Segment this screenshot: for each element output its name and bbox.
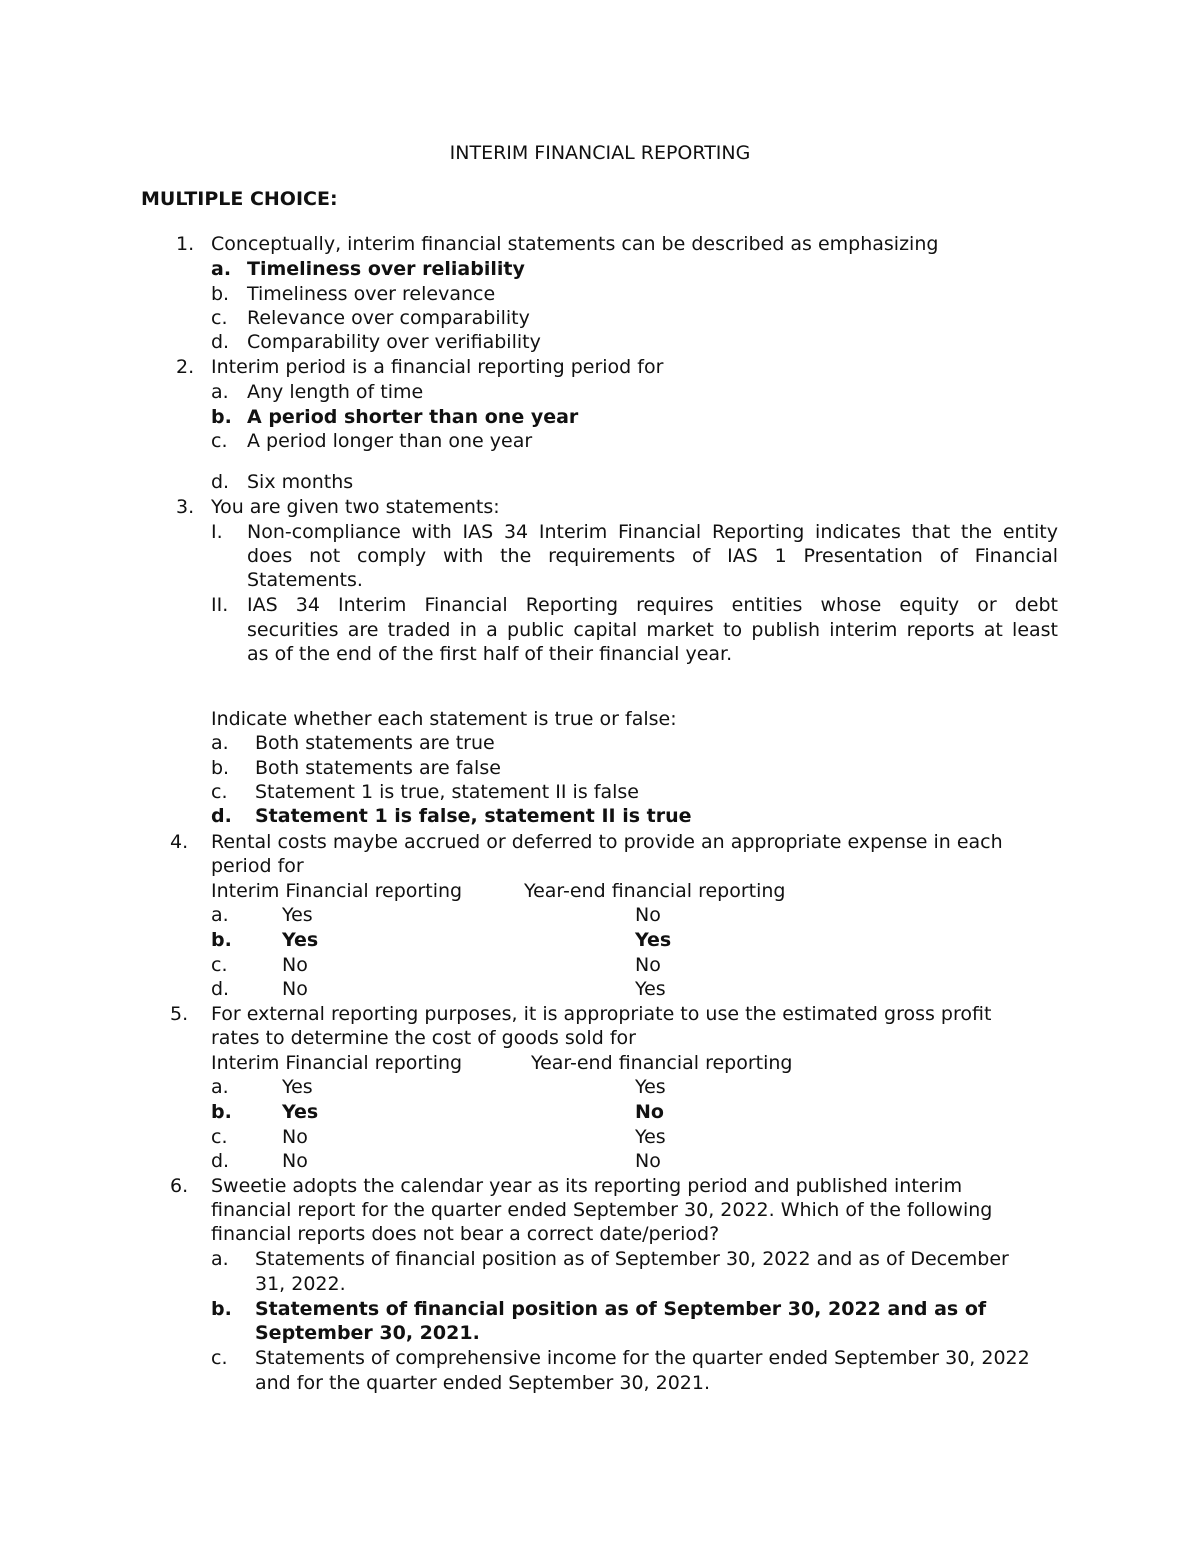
q5-row-b-yearend: No	[635, 1101, 664, 1123]
q4-stem-line: period for	[211, 855, 304, 877]
q3-option-b-letter: b.	[211, 757, 230, 779]
q5-row-d-letter: d.	[211, 1150, 230, 1172]
q6-option-c-letter: c.	[211, 1347, 228, 1369]
q3-statement-2-line: IAS 34 Interim Financial Reporting requires entities whose equity or debt	[247, 594, 1058, 616]
q6-stem-line: financial report for the quarter ended September 30, 2022. Which of the following	[211, 1199, 993, 1221]
q1-option-c-text: Relevance over comparability	[247, 307, 530, 329]
q6-option-a-letter: a.	[211, 1248, 229, 1270]
q1-stem: Conceptually, interim financial statements can be described as emphasizing	[211, 233, 939, 255]
q5-row-c-letter: c.	[211, 1126, 228, 1148]
q6-stem-line: financial reports does not bear a correct date/period?	[211, 1223, 720, 1245]
q4-row-b-yearend: Yes	[635, 929, 672, 951]
q4-row-b-letter: b.	[211, 929, 232, 951]
q5-stem-line: rates to determine the cost of goods sold for	[211, 1027, 636, 1049]
section-heading: MULTIPLE CHOICE:	[141, 188, 338, 210]
q1-option-b-text: Timeliness over relevance	[247, 283, 496, 305]
q3-option-c-text: Statement 1 is true, statement II is false	[255, 781, 639, 803]
q4-row-c-yearend: No	[635, 954, 661, 976]
q1-option-c-letter: c.	[211, 307, 228, 329]
q3-statement-1-line: Statements.	[247, 569, 363, 591]
q4-row-c-letter: c.	[211, 954, 228, 976]
q2-option-d-letter: d.	[211, 471, 230, 493]
q6-option-c-line: Statements of comprehensive income for the quarter ended September 30, 2022	[255, 1347, 1030, 1369]
q1-option-a-text: Timeliness over reliability	[247, 258, 525, 280]
q2-stem: Interim period is a financial reporting period for	[211, 356, 664, 378]
q3-stem: You are given two statements:	[211, 496, 500, 518]
q5-row-c-yearend: Yes	[635, 1126, 666, 1148]
q2-option-b-letter: b.	[211, 406, 232, 428]
q4-row-d-interim: No	[282, 978, 308, 1000]
q3-statement-1-line: does not comply with the requirements of IAS 1 Presentation of Financial	[247, 545, 1058, 567]
q6-option-b-line: September 30, 2021.	[255, 1322, 480, 1344]
q6-option-a-line: Statements of financial position as of September 30, 2022 and as of December	[255, 1248, 1009, 1270]
q3-number: 3.	[176, 496, 195, 518]
q5-row-d-yearend: No	[635, 1150, 661, 1172]
q4-row-b-interim: Yes	[282, 929, 319, 951]
q3-option-c-letter: c.	[211, 781, 228, 803]
q6-option-a-line: 31, 2022.	[255, 1273, 346, 1295]
q2-number: 2.	[176, 356, 195, 378]
q5-column-header-interim: Interim Financial reporting	[211, 1052, 463, 1074]
q3-option-d-letter: d.	[211, 805, 232, 827]
q4-row-a-yearend: No	[635, 904, 661, 926]
q3-option-a-letter: a.	[211, 732, 229, 754]
q6-option-b-letter: b.	[211, 1298, 232, 1320]
q5-row-c-interim: No	[282, 1126, 308, 1148]
q4-row-a-letter: a.	[211, 904, 229, 926]
q3-option-a-text: Both statements are true	[255, 732, 495, 754]
q3-option-b-text: Both statements are false	[255, 757, 501, 779]
q5-row-b-letter: b.	[211, 1101, 232, 1123]
q2-option-c-letter: c.	[211, 430, 228, 452]
q3-statement-2-line: as of the end of the first half of their financial year.	[247, 643, 733, 665]
q3-statement-2-numeral: II.	[211, 594, 229, 616]
q3-statement-1-numeral: I.	[211, 521, 223, 543]
q6-option-c-line: and for the quarter ended September 30, 2021.	[255, 1372, 711, 1394]
q4-row-a-interim: Yes	[282, 904, 313, 926]
q2-option-c-text: A period longer than one year	[247, 430, 533, 452]
q1-option-a-letter: a.	[211, 258, 232, 280]
q6-number: 6.	[170, 1175, 189, 1197]
q2-option-d-text: Six months	[247, 471, 354, 493]
q3-instruction: Indicate whether each statement is true or false:	[211, 708, 677, 730]
q3-statement-1-line: Non-compliance with IAS 34 Interim Financial Reporting indicates that the entity	[247, 521, 1058, 543]
q4-row-d-letter: d.	[211, 978, 230, 1000]
q5-row-d-interim: No	[282, 1150, 308, 1172]
q5-row-a-letter: a.	[211, 1076, 229, 1098]
q2-option-b-text: A period shorter than one year	[247, 406, 579, 428]
q5-row-a-interim: Yes	[282, 1076, 313, 1098]
q6-stem-line: Sweetie adopts the calendar year as its reporting period and published interim	[211, 1175, 963, 1197]
q4-column-header-yearend: Year-end financial reporting	[524, 880, 786, 902]
q4-stem-line: Rental costs maybe accrued or deferred to provide an appropriate expense in each	[211, 831, 1003, 853]
q1-option-d-text: Comparability over verifiability	[247, 331, 541, 353]
q1-option-b-letter: b.	[211, 283, 230, 305]
q4-number: 4.	[170, 831, 189, 853]
q2-option-a-text: Any length of time	[247, 381, 424, 403]
q4-row-c-interim: No	[282, 954, 308, 976]
document-title: INTERIM FINANCIAL REPORTING	[449, 142, 751, 164]
q1-option-d-letter: d.	[211, 331, 230, 353]
q5-row-b-interim: Yes	[282, 1101, 319, 1123]
q4-row-d-yearend: Yes	[635, 978, 666, 1000]
q4-column-header-interim: Interim Financial reporting	[211, 880, 463, 902]
q3-statement-2-line: securities are traded in a public capital market to publish interim reports at least	[247, 619, 1058, 641]
q2-option-a-letter: a.	[211, 381, 229, 403]
q5-stem-line: For external reporting purposes, it is appropriate to use the estimated gross profit	[211, 1003, 992, 1025]
q5-row-a-yearend: Yes	[635, 1076, 666, 1098]
q1-number: 1.	[176, 233, 195, 255]
q5-number: 5.	[170, 1003, 189, 1025]
q3-option-d-text: Statement 1 is false, statement II is true	[255, 805, 692, 827]
q6-option-b-line: Statements of financial position as of September 30, 2022 and as of	[255, 1298, 987, 1320]
q5-column-header-yearend: Year-end financial reporting	[531, 1052, 793, 1074]
